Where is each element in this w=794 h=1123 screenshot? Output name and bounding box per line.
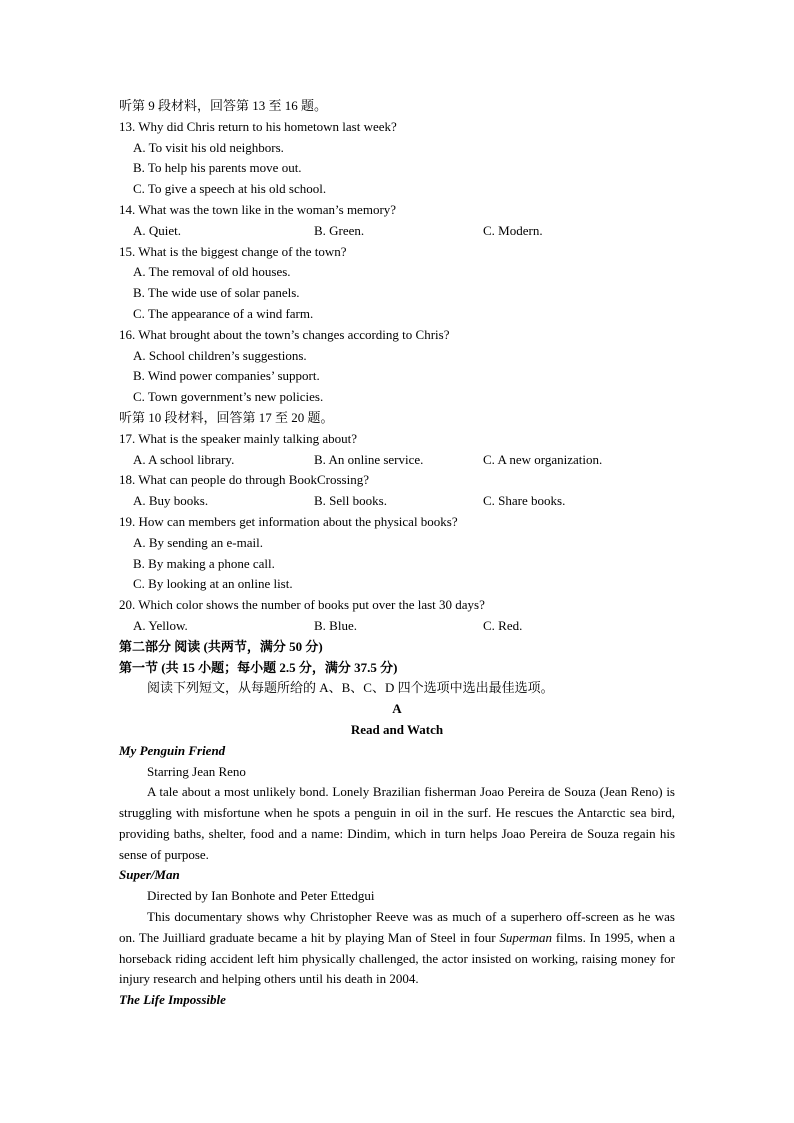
exam-page	[119, 96, 675, 1011]
option-13a: A. To visit his old neighbors.	[133, 139, 284, 155]
question-20: 20. Which color shows the number of books put over the last 30 days?	[119, 597, 485, 613]
option-18a: A. Buy books.	[133, 493, 209, 509]
option-15c: C. The appearance of a wind farm.	[133, 305, 314, 321]
option-19b: B. By making a phone call.	[133, 555, 275, 571]
option-14c: C. Modern.	[483, 222, 543, 238]
option-15b: B. The wide use of solar panels.	[133, 285, 300, 301]
options-17	[119, 450, 675, 471]
film2-description-end: films. In 1995, when a horseback riding accident left him physically challenged, the actor insisted on working, raising money for injury research and helping others until his death in 2004.	[119, 929, 676, 987]
film2-credit: Directed by Ian Bonhote and Peter Ettedgui	[147, 888, 375, 904]
option-19c: C. By looking at an online list.	[133, 576, 293, 592]
option-17c: C. A new organization.	[483, 451, 603, 467]
option-16b: B. Wind power companies’ support.	[133, 368, 320, 384]
option-20b: B. Blue.	[314, 617, 357, 633]
option-15a: A. The removal of old houses.	[133, 264, 291, 280]
question-18: 18. What can people do through BookCrossing?	[119, 472, 369, 488]
option-14a: A. Quiet.	[133, 222, 182, 238]
reading-instruction: 阅读下列短文，从每题所给的 A、B、C、D 四个选项中选出最佳选项。	[147, 680, 554, 696]
section1-header: 第一节 (共 15 小题；每小题 2.5 分，满分 37.5 分)	[119, 659, 398, 675]
option-18b: B. Sell books.	[314, 493, 387, 509]
part2-header: 第二部分 阅读 (共两节，满分 50 分)	[119, 638, 323, 654]
passage-letter: A	[392, 701, 402, 717]
option-16c: C. Town government’s new policies.	[133, 389, 324, 405]
option-20c: C. Red.	[483, 617, 523, 633]
film1-description: A tale about a most unlikely bond. Lonely Brazilian fisherman Joao Pereira de Souza (Jean Reno) is struggling with misfortune when he spots a penguin in oil in the surf. He rescues the Antarctic sea bird, providing baths, shelter, food and a name: Dindim, which in turn helps Joao Pereira de Souza regain his sense of purpose.	[119, 784, 675, 862]
film1-title: My Penguin Friend	[119, 742, 226, 758]
options-20	[119, 616, 675, 637]
option-18c: C. Share books.	[483, 493, 566, 509]
option-16a: A. School children’s suggestions.	[133, 347, 307, 363]
question-19: 19. How can members get information about the physical books?	[119, 513, 458, 529]
question-14: 14. What was the town like in the woman’s memory?	[119, 201, 397, 217]
option-13b: B. To help his parents move out.	[133, 160, 302, 176]
film1-credit: Starring Jean Reno	[147, 763, 246, 779]
options-18	[119, 491, 675, 512]
question-16: 16. What brought about the town’s changes according to Chris?	[119, 326, 450, 342]
section9-header: 听第 9 段材料，回答第 13 至 16 题。	[119, 98, 328, 113]
question-15: 15. What is the biggest change of the town?	[119, 243, 347, 259]
option-17a: A. A school library.	[133, 451, 235, 467]
passage-heading: Read and Watch	[350, 721, 444, 737]
film2-title: Super/Man	[119, 867, 180, 883]
option-14b: B. Green.	[314, 222, 365, 238]
option-19a: A. By sending an e-mail.	[133, 534, 263, 550]
film2-description	[119, 907, 675, 990]
options-14	[119, 221, 675, 242]
option-17b: B. An online service.	[314, 451, 424, 467]
film2-description-start: This documentary shows why Christopher Reeve was as much of a superhero off-screen as he was on. The Juilliard graduate became a hit by playing Man of Steel in four	[119, 909, 675, 945]
film2-superman-title: Superman	[499, 929, 553, 945]
film3-title: The Life Impossible	[119, 992, 226, 1008]
section10-header: 听第 10 段材料，回答第 17 至 20 题。	[119, 409, 334, 425]
option-13c: C. To give a speech at his old school.	[133, 181, 327, 197]
question-13: 13. Why did Chris return to his hometown last week?	[119, 118, 397, 134]
option-20a: A. Yellow.	[133, 617, 188, 633]
question-17: 17. What is the speaker mainly talking about?	[119, 430, 358, 446]
